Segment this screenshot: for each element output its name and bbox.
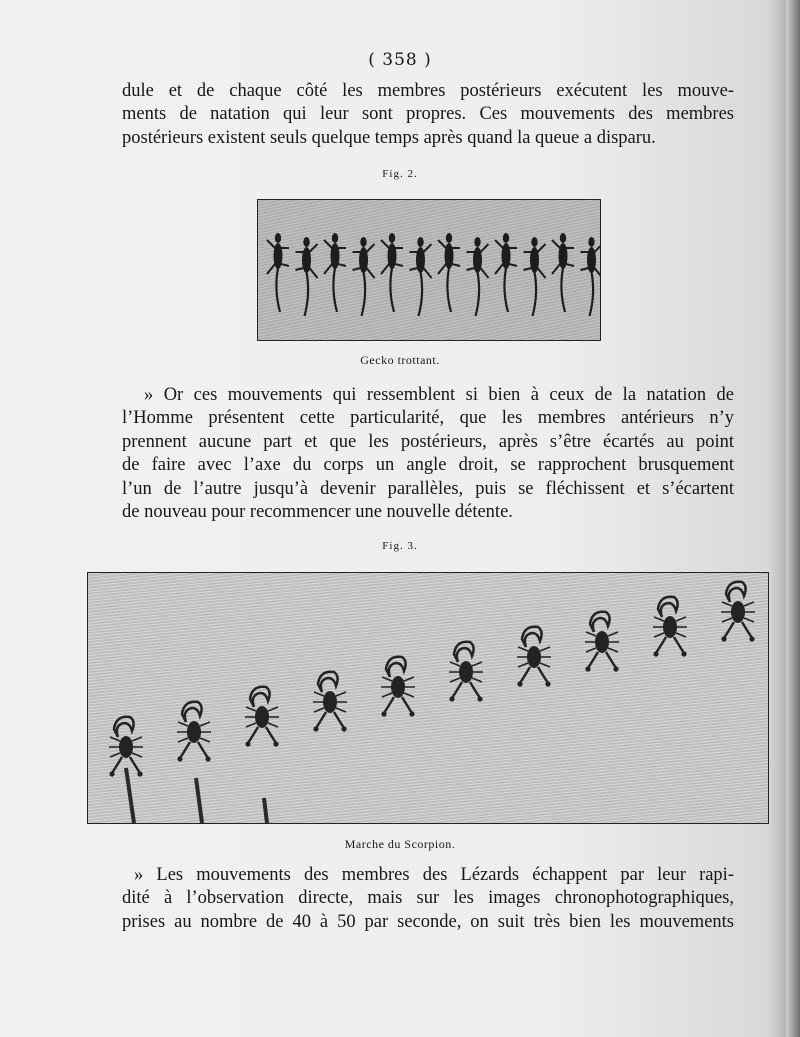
gecko-figure xyxy=(353,237,375,316)
gecko-figure xyxy=(467,237,489,316)
text-line: de faire avec l’axe du corps un angle droit, se rapprochent brusquement xyxy=(122,455,734,476)
gecko-figure xyxy=(410,237,432,316)
text-line: » Les mouvements des membres des Lézards échappent par leur rapi- xyxy=(134,865,734,885)
text-line: de nouveau pour recommencer une nouvelle détente. xyxy=(122,502,513,523)
figure-3-scorpion-plate xyxy=(87,572,769,824)
gecko-figure xyxy=(324,233,346,312)
stick-mark xyxy=(126,768,134,823)
figure-2-label: Fig. 2. xyxy=(382,168,418,180)
scorpion-figure xyxy=(245,687,279,747)
text-line: » Or ces mouvements qui ressemblent si bien à ceux de la natation de xyxy=(144,385,734,405)
scorpion-sequence-image xyxy=(88,573,768,823)
scorpion-figure xyxy=(585,612,619,672)
scorpion-figure xyxy=(109,717,143,777)
text-line: dule et de chaque côté les membres postérieurs exécutent les mouve- xyxy=(122,81,734,101)
text-line: l’Homme présentent cette particularité, que les membres antérieurs n’y xyxy=(122,408,734,429)
scorpion-figure xyxy=(177,702,211,762)
scorpion-figure xyxy=(517,627,551,687)
page-number: ( 358 ) xyxy=(368,50,432,70)
gecko-figure xyxy=(438,233,460,312)
gecko-sequence-image xyxy=(258,200,600,340)
gecko-figure xyxy=(267,233,289,312)
text-line: l’un de l’autre jusqu’à devenir parallèles, puis se fléchissent et s’écartent xyxy=(122,478,734,499)
gecko-figure xyxy=(524,237,546,316)
gecko-figure xyxy=(552,233,574,312)
scorpion-figure xyxy=(313,672,347,732)
figure-3-caption: Marche du Scorpion. xyxy=(344,837,456,851)
scorpion-figure xyxy=(381,657,415,717)
gecko-figure xyxy=(296,237,318,316)
stick-mark xyxy=(196,778,202,823)
paragraph-bottom xyxy=(122,864,734,934)
paragraph-middle xyxy=(122,384,734,524)
gecko-figure xyxy=(495,233,517,312)
text-line: prises au nombre de 40 à 50 par seconde, on suit très bien les mouvements xyxy=(122,911,734,932)
figure-2-caption: Gecko trottant. xyxy=(360,353,440,367)
paragraph-top xyxy=(122,80,734,150)
scorpion-figure xyxy=(653,597,687,657)
text-line: dité à l’observation directe, mais sur les images chronophotographiques, xyxy=(122,888,734,909)
scorpion-figure xyxy=(721,582,755,642)
stick-mark xyxy=(264,798,267,823)
figure-2-gecko-plate xyxy=(257,199,601,341)
gecko-figure xyxy=(381,233,403,312)
text-line: postérieurs existent seuls quelque temps après quand la queue a disparu. xyxy=(122,127,656,148)
gecko-figure xyxy=(581,237,601,316)
page-edge-shadow xyxy=(786,0,800,1037)
text-line: ments de natation qui leur sont propres. Ces mouvements des membres xyxy=(122,104,734,125)
figure-3-label: Fig. 3. xyxy=(382,540,418,552)
scorpion-figure xyxy=(449,642,483,702)
text-line: prennent aucune part et que les postérieurs, après s’être écartés au point xyxy=(122,431,734,452)
